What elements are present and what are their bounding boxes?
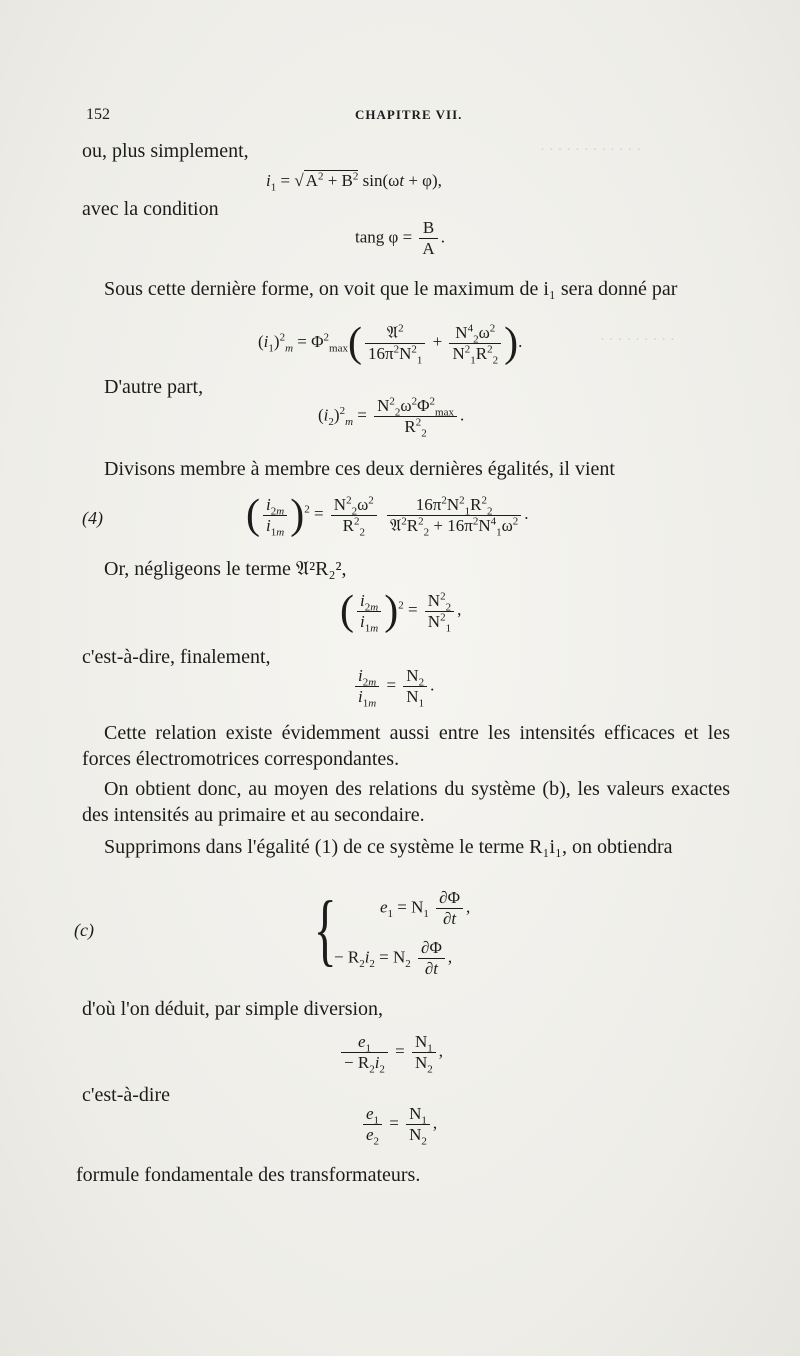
text-line: formule fondamentale des transformateurs.: [76, 1164, 421, 1186]
system-brace: {: [313, 886, 337, 974]
equation-primary-emf: $e_1 = N_1$ $\frac{\partial\Phi}{\partial t}$ ,: [380, 888, 471, 928]
paragraph: [82, 776, 730, 828]
text-line: c'est-à-dire: [82, 1084, 170, 1106]
text-line: ou, plus simplement,: [82, 140, 249, 162]
paragraph: [82, 834, 730, 860]
paragraph: [82, 720, 730, 772]
equation-max-i2: $(i_2)^2_m$ = $\frac{N^2_2\omega^2\Phi^2_{max}}{R^2_2}$ .: [318, 395, 465, 440]
text-line: c'est-à-dire, finalement,: [82, 646, 271, 668]
equation-ratio-full: ( $\frac{i_{2m}}{i_{1m}}$ )$^2$ = $\frac{N^2_2\omega^2}{R^2_2}$ $\frac{16\pi^2N^2_1R^2_2}{𝔄^2R^2_2 + 16\pi^2N^4_1\omega^2}$ .: [246, 492, 529, 538]
equation-current-sine: $i_1$ = √ $A^2 + B^2$ sin(ωt + φ),: [266, 170, 442, 194]
paragraph-text: On obtient donc, au moyen des relations du système (b), les valeurs exactes des intensités au primaire et au secondaire.: [82, 778, 730, 826]
equation-division: $\frac{e_1}{- R_2i_2}$ = $\frac{N_1}{N_2}$ ,: [338, 1032, 443, 1073]
text-line: D'autre part,: [104, 376, 204, 398]
text-line: Or, négligeons le terme 𝔄²R₂²,: [104, 558, 347, 580]
equation-ratio-squared: ( $\frac{i_{2m}}{i_{1m}}$ )$^2$ = $\frac{N^2_2}{N^2_1}$ ,: [340, 588, 462, 634]
equation-secondary-emf: − $R_2i_2 = N_2$ $\frac{\partial\Phi}{\partial t}$ ,: [334, 938, 453, 978]
paragraph-text: Cette relation existe évidemment aussi entre les intensités efficaces et les forces électromotrices correspondantes.: [82, 722, 730, 770]
paragraph: [82, 276, 730, 302]
page-number: 152: [86, 106, 110, 123]
equation-tangent: tang φ = $\frac{B}{A}$ .: [355, 218, 445, 258]
show-through-text: · · · · · · · · ·: [600, 332, 675, 348]
equation-ratio: $\frac{i_{2m}}{i_{1m}}$ = $\frac{N_2}{N_1}$ .: [352, 666, 434, 707]
equation-max-i1: $(i_1)^2_m = \Phi^2_{max}$( $\frac{𝔄^2}{16\pi^2N^2_1}$ + $\frac{N^4_2\omega^2}{N^2_1R^2_2}$ ).: [258, 320, 523, 366]
running-head: CHAPITRE VII.: [355, 107, 463, 122]
equation-number: (4): [82, 508, 103, 528]
text-line: avec la condition: [82, 198, 219, 220]
paragraph-text: Sous cette dernière forme, on voit que le maximum de i₁ sera donné par: [104, 278, 678, 300]
paragraph-text: Supprimons dans l'égalité (1) de ce système le terme R₁i₁, on obtiendra: [104, 836, 673, 858]
text-line: d'où l'on déduit, par simple diversion,: [82, 998, 384, 1020]
equation-number: (c): [74, 920, 94, 940]
show-through-text: · · · · · · · · · · · ·: [540, 142, 642, 158]
equation-transformer: $\frac{e_1}{e_2}$ = $\frac{N_1}{N_2}$ ,: [360, 1104, 437, 1145]
text-line: Divisons membre à membre ces deux dernières égalités, il vient: [104, 458, 615, 480]
